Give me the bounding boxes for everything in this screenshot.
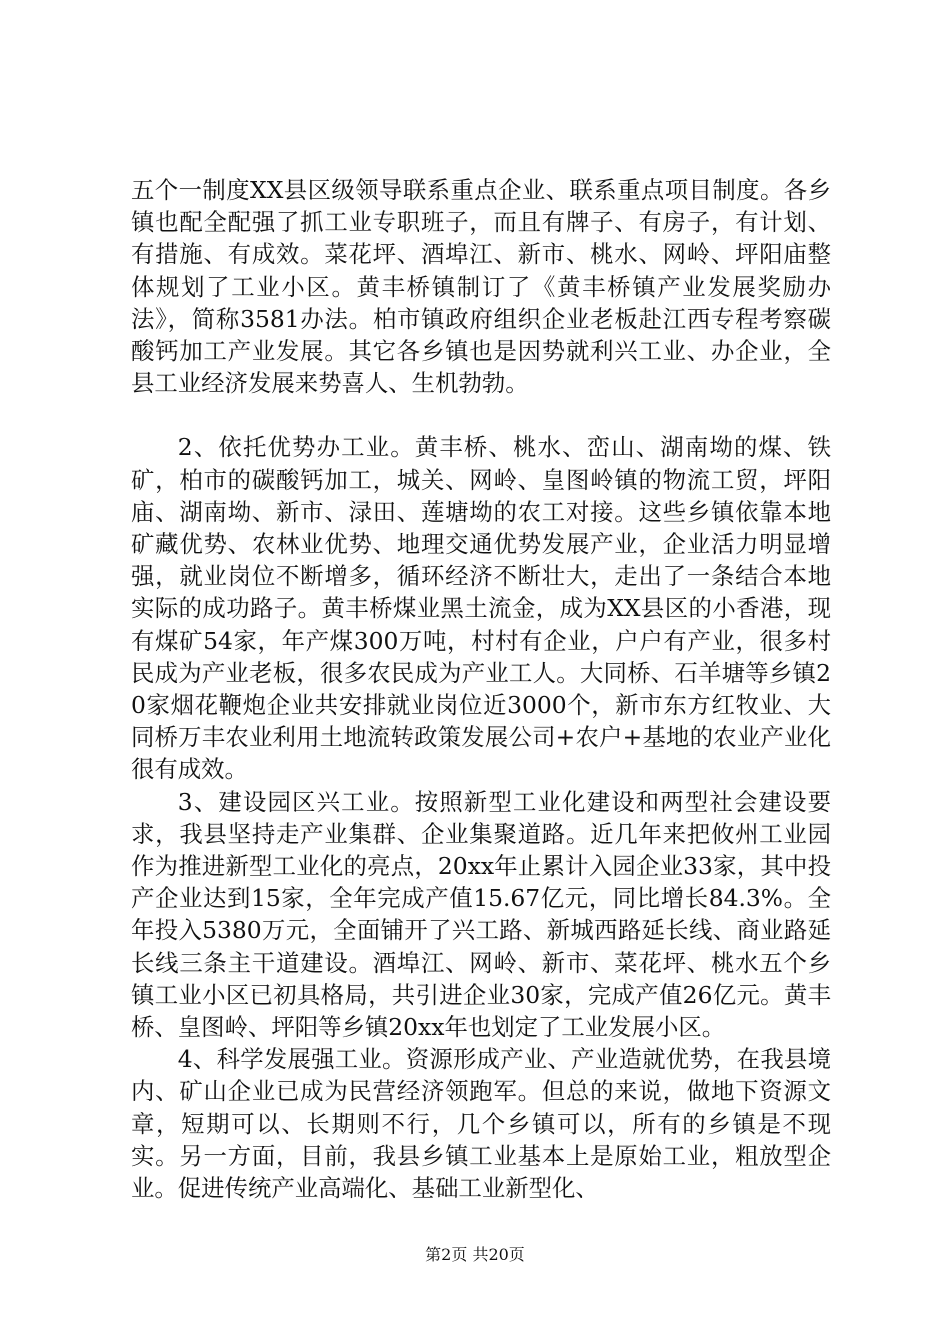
page-number-footer: 第2页 共20页	[425, 1245, 525, 1264]
paragraph-section-4: 4、科学发展强工业。资源形成产业、产业造就优势，在我县境内、矿山企业已成为民营经济领跑军。但总的来说，做地下资源文章，短期可以、长期则不行，几个乡镇可以，所有的乡镇是不现实。另一方面，目前，我县乡镇工业基本上是原始工业，粗放型企业。促进传统产业高端化、基础工业新型化、	[131, 1045, 831, 1203]
paragraph-section-3: 3、建设园区兴工业。按照新型工业化建设和两型社会建设要求，我县坚持走产业集群、企业集聚道路。近几年来把攸州工业园作为推进新型工业化的亮点，20xx年止累计入园企业33家，其中投产企业达到15家，全年完成产值15.67亿元，同比增长84.3%。全年投入5380万元，全面铺开了兴工路、新城西路延长线、商业路延长线三条主干道建设。酒埠江、网岭、新市、菜花坪、桃水五个乡镇工业小区已初具格局，共引进企业30家，完成产值26亿元。黄丰桥、皇图岭、坪阳等乡镇20xx年也划定了工业发展小区。	[131, 787, 831, 1042]
paragraph-section-2: 2、依托优势办工业。黄丰桥、桃水、峦山、湖南坳的煤、铁矿，柏市的碳酸钙加工，城关、网岭、皇图岭镇的物流工贸，坪阳庙、湖南坳、新市、渌田、莲塘坳的农工对接。这些乡镇依靠本地矿藏优势、农林业优势、地理交通优势发展产业，企业活力明显增强，就业岗位不断增多，循环经济不断壮大，走出了一条结合本地实际的成功路子。黄丰桥煤业黑土流金，成为XX县区的小香港，现有煤矿54家，年产煤300万吨，村村有企业，户户有产业，很多村民成为产业老板，很多农民成为产业工人。大同桥、石羊塘等乡镇20家烟花鞭炮企业共安排就业岗位近3000个，新市东方红牧业、大同桥万丰农业利用土地流转政策发展公司+农户+基地的农业产业化很有成效。	[131, 433, 831, 784]
paragraph-continuation: 五个一制度XX县区级领导联系重点企业、联系重点项目制度。各乡镇也配全配强了抓工业专职班子，而且有牌子、有房子，有计划、有措施、有成效。菜花坪、酒埠江、新市、桃水、网岭、坪阳庙整体规划了工业小区。黄丰桥镇制订了《黄丰桥镇产业发展奖励办法》，简称3581办法。柏市镇政府组织企业老板赴江西专程考察碳酸钙加工产业发展。其它各乡镇也是因势就利兴工业、办企业，全县工业经济发展来势喜人、生机勃勃。	[131, 176, 831, 398]
document-body	[131, 174, 831, 1204]
